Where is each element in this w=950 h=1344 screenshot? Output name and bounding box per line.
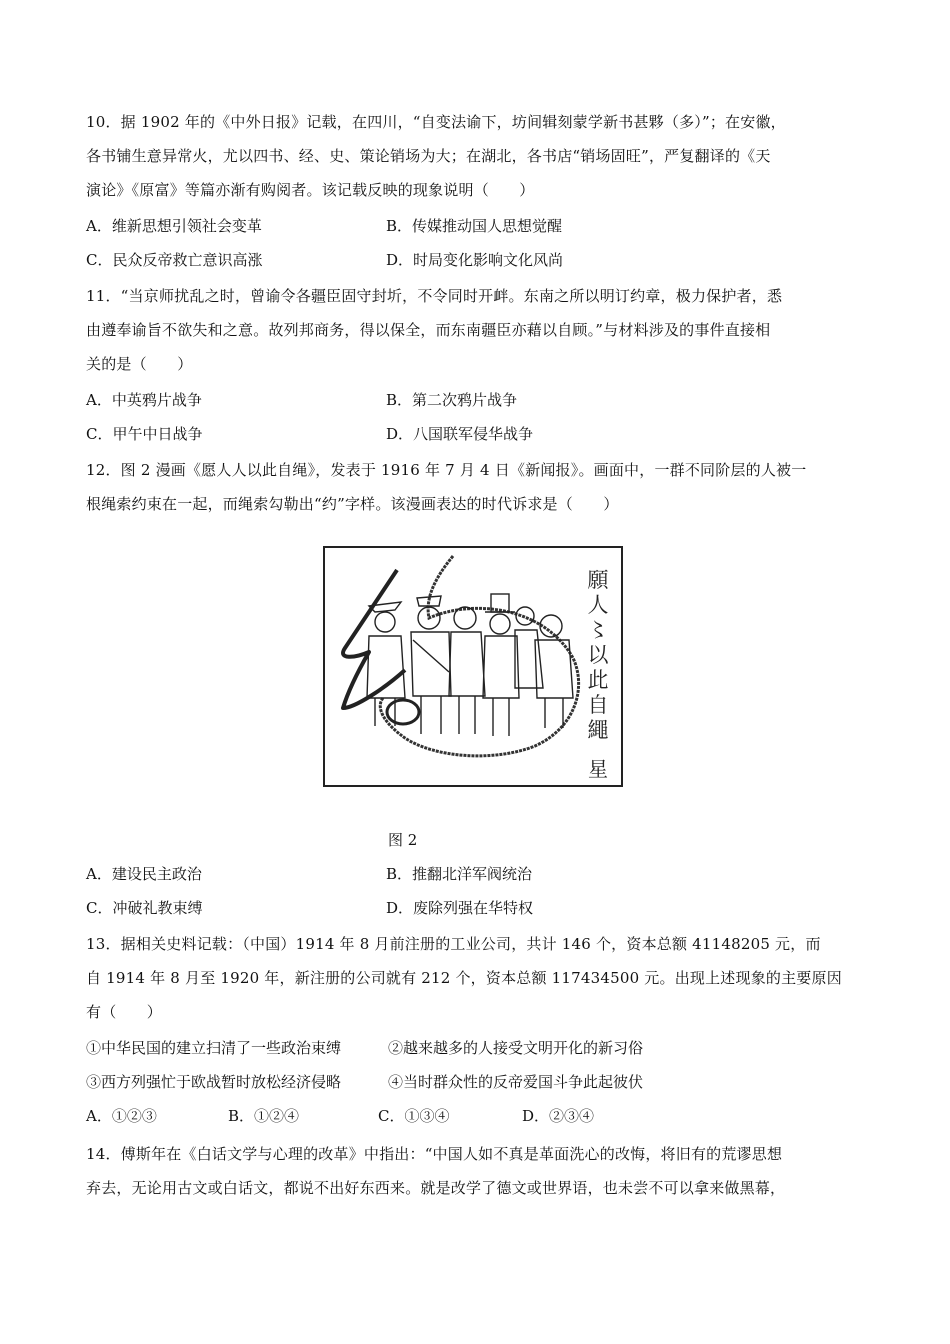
- question-10-option-b[interactable]: B．传媒推动国人思想觉醒: [386, 217, 563, 235]
- question-13-statement-4: ④当时群众性的反帝爱国斗争此起彼伏: [388, 1073, 644, 1091]
- cartoon-title-char: 自: [587, 693, 609, 717]
- question-13-option-c[interactable]: C．①③④: [378, 1107, 450, 1125]
- cartoon-title-vertical: [585, 568, 611, 782]
- cartoon-seal: 星: [588, 757, 608, 781]
- question-11-option-a[interactable]: A．中英鸦片战争: [86, 391, 202, 409]
- question-12-stem-line-2: 根绳索约束在一起，而绳索勾勒出“约”字样。该漫画表达的时代诉求是（ ）: [86, 495, 619, 513]
- question-14-stem-line-2: 弃去，无论用古文或白话文，都说不出好东西来。就是改学了德文或世界语，也未尝不可以拿来做黑幕，: [86, 1179, 786, 1197]
- cartoon-title-char: 繩: [587, 718, 609, 742]
- question-13-option-a[interactable]: A．①②③: [86, 1107, 157, 1125]
- cartoon-illustration: [325, 548, 621, 785]
- question-12-option-c[interactable]: C．冲破礼教束缚: [86, 899, 203, 917]
- question-13-stem-line-3: 有（ ）: [86, 1003, 163, 1021]
- cartoon-title-char: 願: [587, 568, 609, 592]
- figure-caption: 图 2: [388, 831, 418, 849]
- question-12-option-d[interactable]: D．废除列强在华特权: [386, 899, 534, 917]
- question-13-stem-line-1: 13．据相关史料记载：（中国）1914 年 8 月前注册的工业公司，共计 146 个，资本总额 41148205 元，而: [86, 935, 821, 953]
- cartoon-title-char: 〻: [587, 618, 609, 642]
- question-11-stem-line-1: 11．“当京师扰乱之时，曾谕令各疆臣固守封圻，不令同时开衅。东南之所以明订约章，极力保护者，悉: [86, 287, 783, 305]
- question-12-option-a[interactable]: A．建设民主政治: [86, 865, 202, 883]
- question-11-option-b[interactable]: B．第二次鸦片战争: [386, 391, 518, 409]
- question-12-option-b[interactable]: B．推翻北洋军阀统治: [386, 865, 533, 883]
- question-13-statement-3: ③西方列强忙于欧战暂时放松经济侵略: [86, 1073, 342, 1091]
- question-10-option-a[interactable]: A．维新思想引领社会变革: [86, 217, 262, 235]
- question-10-option-c[interactable]: C．民众反帝救亡意识高涨: [86, 251, 263, 269]
- question-12-stem-line-1: 12．图 2 漫画《愿人人以此自绳》，发表于 1916 年 7 月 4 日《新闻报》。画面中，一群不同阶层的人被一: [86, 461, 807, 479]
- question-13-stem-line-2: 自 1914 年 8 月至 1920 年，新注册的公司就有 212 个，资本总额 117434500 元。出现上述现象的主要原因: [86, 969, 842, 987]
- question-14-stem-line-1: 14．傅斯年在《白话文学与心理的改革》中指出：“中国人如不真是革面洗心的改悔，将旧有的荒谬思想: [86, 1145, 783, 1163]
- question-13-statement-1: ①中华民国的建立扫清了一些政治束缚: [86, 1039, 342, 1057]
- question-11-option-c[interactable]: C．甲午中日战争: [86, 425, 203, 443]
- question-10-stem-line-1: 10．据 1902 年的《中外日报》记载，在四川，“自变法谕下，坊间辑刻蒙学新书甚夥（多）”；在安徽，: [86, 113, 786, 131]
- question-13-option-b[interactable]: B．①②④: [228, 1107, 300, 1125]
- cartoon-title-char: 此: [587, 668, 609, 692]
- question-11-option-d[interactable]: D．八国联军侵华战争: [386, 425, 534, 443]
- cartoon-title-char: 以: [587, 643, 609, 667]
- group-of-people: [367, 594, 573, 736]
- cartoon-title-char: 人: [587, 593, 609, 617]
- question-13-statement-2: ②越来越多的人接受文明开化的新习俗: [388, 1039, 644, 1057]
- question-10-option-d[interactable]: D．时局变化影响文化风尚: [386, 251, 564, 269]
- cartoon-figure: [323, 546, 623, 787]
- question-11-stem-line-2: 由遵奉谕旨不欲失和之意。故列邦商务，得以保全，而东南疆臣亦藉以自顾。”与材料涉及的事件直接相: [86, 321, 771, 339]
- question-10-stem-line-3: 演论》《原富》等篇亦渐有购阅者。该记载反映的现象说明（ ）: [86, 181, 535, 199]
- question-11-stem-line-3: 关的是（ ）: [86, 355, 193, 373]
- question-13-option-d[interactable]: D．②③④: [522, 1107, 595, 1125]
- question-10-stem-line-2: 各书铺生意异常火，尤以四书、经、史、策论销场为大；在湖北，各书店“销场固旺”，严复翻译的《天: [86, 147, 771, 165]
